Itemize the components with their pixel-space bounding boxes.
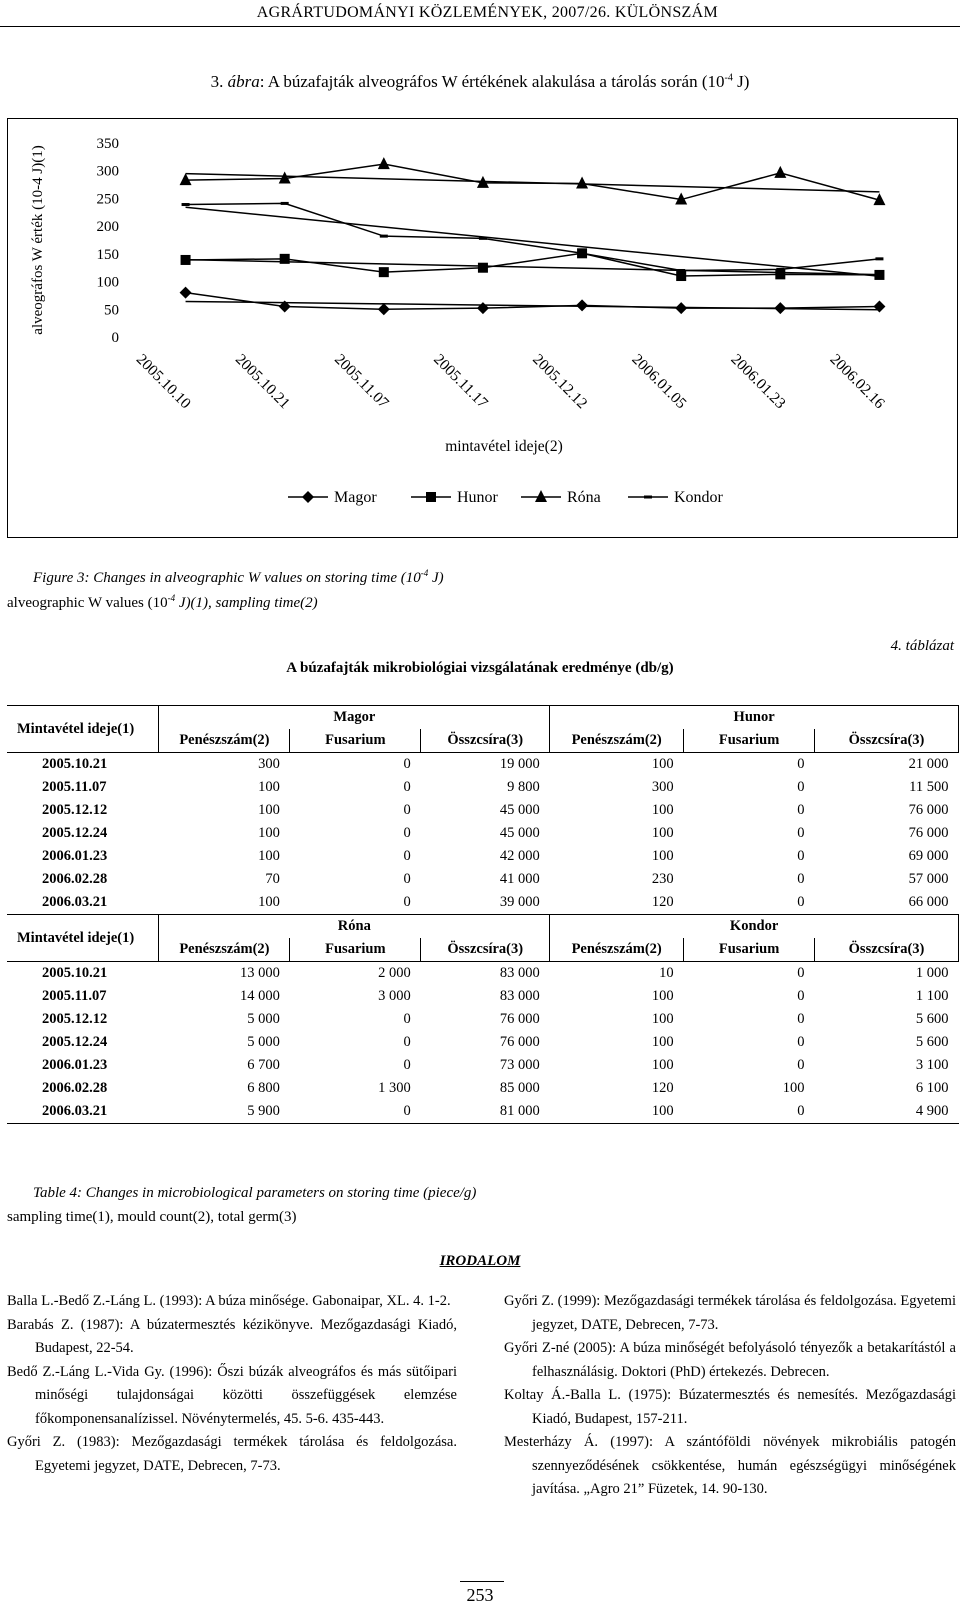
- table-cell: 5 000: [247, 1034, 280, 1050]
- table-cell: 100: [651, 988, 674, 1004]
- data-point-kondor: [677, 269, 685, 272]
- table-cell: 5 000: [247, 1011, 280, 1027]
- references-left-column: [7, 1290, 457, 1478]
- figure-caption-line2a: alveographic W values (10: [7, 595, 168, 611]
- table-cell: 83 000: [499, 988, 540, 1004]
- table-row: [7, 845, 959, 868]
- data-point-rna: [576, 176, 588, 188]
- table-title: A búzafajták mikrobiológiai vizsgálatának eredménye (db/g): [286, 660, 674, 676]
- table-row: [7, 1077, 959, 1100]
- table-caption-line2: sampling time(1), mould count(2), total germ(3): [7, 1209, 297, 1225]
- table-cell: 230: [651, 871, 674, 887]
- data-point-magor: [180, 287, 192, 299]
- table-cell: 0: [403, 825, 411, 841]
- figure-caption-line1: Figure 3: Changes in alveographic W values on storing time (10: [33, 570, 421, 586]
- table-row: [7, 985, 959, 1008]
- legend-label-kondor: Kondor: [674, 489, 723, 506]
- table-cell: 0: [797, 848, 805, 864]
- legend-marker-rna: [535, 490, 547, 502]
- y-tick-label: 150: [96, 246, 119, 263]
- table-cell: 45 000: [499, 825, 540, 841]
- x-tick-label: 2005.10.10: [132, 350, 195, 413]
- line-chart: [8, 119, 957, 537]
- table-cell: 120: [550, 891, 684, 915]
- col-header: Összcsíra(3): [421, 938, 550, 962]
- table-group-header: [7, 915, 959, 939]
- x-tick-label: 2005.12.12: [529, 350, 591, 413]
- table-row: [7, 1031, 959, 1054]
- table-cell-date: 2006.03.21: [7, 891, 159, 915]
- table-row: [7, 776, 959, 799]
- microbiology-table: [7, 705, 959, 1124]
- trendline-kondor: [186, 207, 880, 276]
- table-cell: 0: [797, 988, 805, 1004]
- table-cell: 100: [651, 848, 674, 864]
- figure-caption-translation: [7, 593, 318, 612]
- reference-entry: Bedő Z.-Láng L.-Vida Gy. (1996): Őszi búzák alveográfos és más sütőipari minőségi tulajdonságai közötti összefüggések elemzése főkomponensanalízissel. Növénytermelés, 45. 5-6. 435-443.: [7, 1363, 457, 1427]
- col-header: Fusarium: [290, 938, 421, 962]
- variety-header-rona: Róna: [159, 915, 550, 939]
- table-cell: 81 000: [421, 1100, 550, 1124]
- table-cell: 100: [258, 779, 280, 795]
- table-cell: 21 000: [908, 756, 949, 772]
- col-header: Penészszám(2): [159, 729, 290, 753]
- reference-entry: Győri Z-né (2005): A búza minőségét befolyásoló tényezők a betakarítástól a felhasználásig. Doktori (PhD) értekezés. Debrecen.: [504, 1340, 956, 1380]
- table-cell: 41 000: [499, 871, 540, 887]
- table-cell-date: 2005.12.24: [42, 1034, 108, 1050]
- data-point-hunor: [676, 271, 686, 281]
- table-row: [7, 1100, 959, 1124]
- reference-entry: Győri Z. (1983): Mezőgazdasági termékek tárolása és feldolgozása. Egyetemi jegyzet, DATE, Debrecen, 7-73.: [7, 1434, 457, 1474]
- table-cell: 57 000: [908, 871, 949, 887]
- x-tick-label: 2005.11.17: [430, 350, 492, 412]
- data-point-kondor: [578, 252, 586, 255]
- table-cell: 4 900: [815, 1100, 959, 1124]
- table-cell-date: 2005.11.07: [42, 779, 107, 795]
- col-header: Fusarium: [290, 729, 421, 753]
- data-point-magor: [873, 301, 885, 313]
- data-point-kondor: [281, 202, 289, 205]
- x-tick-label: 2005.10.21: [231, 350, 294, 413]
- col-header: Összcsíra(3): [815, 729, 959, 753]
- table-cell: 0: [290, 891, 421, 915]
- legend-label-magor: Magor: [334, 489, 377, 506]
- figure-caption-line2b: J)(1), sampling time(2): [175, 595, 318, 611]
- data-point-magor: [774, 302, 786, 314]
- table-cell-date: 2006.02.28: [42, 1080, 108, 1096]
- table-cell: 100: [651, 1057, 674, 1073]
- table-cell: 13 000: [240, 965, 280, 981]
- table-cell: 0: [684, 891, 815, 915]
- reference-entry: Barabás Z. (1987): A búzatermesztés kézikönyve. Mezőgazdasági Kiadó, Budapest, 22-54.: [7, 1316, 457, 1356]
- page-number: 253: [0, 1585, 960, 1606]
- references-right-column: [504, 1290, 956, 1502]
- table-cell: 83 000: [499, 965, 540, 981]
- figure-caption-en: [33, 568, 444, 587]
- table-cell: 5 600: [915, 1011, 949, 1027]
- table-cell: 0: [403, 756, 411, 772]
- col-header: Összcsíra(3): [815, 938, 959, 962]
- y-tick-label: 200: [96, 219, 119, 236]
- figure-title-italic: ábra: [227, 72, 260, 91]
- col-header: Penészszám(2): [550, 729, 684, 753]
- table-cell: 0: [403, 779, 411, 795]
- table-cell: 1 000: [915, 965, 949, 981]
- table-cell: 6 700: [247, 1057, 280, 1073]
- table-cell: 70: [265, 871, 280, 887]
- figure-title-end: J): [732, 72, 750, 91]
- legend-marker-kondor: [644, 496, 652, 499]
- table-cell: 1 300: [378, 1080, 411, 1096]
- col-header: Penészszám(2): [159, 938, 290, 962]
- header-rule: [0, 26, 960, 27]
- legend-marker-hunor: [426, 492, 436, 502]
- y-tick-label: 50: [104, 302, 119, 319]
- table-cell-date: 2005.12.24: [42, 825, 108, 841]
- table-cell: 0: [403, 848, 411, 864]
- table-cell: 300: [651, 779, 674, 795]
- table-cell-date: 2005.10.21: [42, 756, 108, 772]
- figure-caption-exp: -4: [420, 568, 429, 578]
- table-row: [7, 891, 959, 915]
- table-cell-date: 2005.12.12: [42, 1011, 108, 1027]
- table-cell: 45 000: [499, 802, 540, 818]
- table-cell-date: 2005.10.21: [42, 965, 108, 981]
- table-cell: 73 000: [499, 1057, 540, 1073]
- table-body-group1: [7, 706, 959, 915]
- x-axis-label: mintavétel ideje(2): [445, 438, 563, 455]
- table-cell: 3 000: [378, 988, 411, 1004]
- variety-header-hunor: Hunor: [550, 706, 959, 730]
- data-point-hunor: [874, 270, 884, 280]
- table-cell: 76 000: [908, 802, 949, 818]
- table-cell: 42 000: [499, 848, 540, 864]
- col-header: Összcsíra(3): [421, 729, 550, 753]
- data-point-rna: [774, 166, 786, 178]
- figure-title: [0, 72, 960, 92]
- table-cell: 0: [797, 825, 805, 841]
- table-cell: 19 000: [499, 756, 540, 772]
- figure-title-exp: -4: [724, 72, 733, 84]
- variety-header-magor: Magor: [159, 706, 550, 730]
- table-cell: 0: [684, 1100, 815, 1124]
- data-point-kondor: [776, 268, 784, 271]
- y-axis-label: alveográfos W érték (10-4 J)(1): [30, 145, 46, 335]
- table-cell: 100: [258, 825, 280, 841]
- x-tick-label: 2006.02.16: [826, 350, 888, 413]
- table-cell: 0: [797, 779, 805, 795]
- table-cell-date: 2006.01.23: [42, 1057, 108, 1073]
- header-text: AGRÁRTUDOMÁNYI KÖZLEMÉNYEK, 2007/26. KÜLÖNSZÁM: [256, 4, 718, 21]
- table-cell: 100: [550, 1100, 684, 1124]
- y-tick-label: 0: [111, 330, 119, 346]
- reference-entry: Mesterházy Á. (1997): A szántóföldi növények mikrobiális patogén szennyeződésének csökkentése, humán egészségügyi minőségének javítása. „Agro 21” Füzetek, 14. 90-130.: [504, 1434, 956, 1497]
- table-cell: 0: [403, 802, 411, 818]
- y-tick-label: 100: [96, 274, 119, 291]
- y-tick-label: 350: [96, 136, 119, 152]
- chart-frame: [7, 118, 958, 538]
- table-row: [7, 799, 959, 822]
- table-group-header: [7, 706, 959, 730]
- table-cell: 39 000: [421, 891, 550, 915]
- table-cell-date: 2005.11.07: [42, 988, 107, 1004]
- data-point-kondor: [182, 203, 190, 206]
- table-cell: 85 000: [499, 1080, 540, 1096]
- table-cell: 76 000: [499, 1011, 540, 1027]
- table-cell-date: 2005.12.12: [42, 802, 108, 818]
- variety-header-kondor: Kondor: [550, 915, 959, 939]
- table-cell: 100: [651, 756, 674, 772]
- table-cell: 5 600: [915, 1034, 949, 1050]
- table-cell: 100: [159, 891, 290, 915]
- data-point-hunor: [280, 254, 290, 264]
- table-cell: 14 000: [240, 988, 280, 1004]
- table-body-group2: [7, 915, 959, 1124]
- references-title: IRODALOM: [439, 1253, 521, 1269]
- data-point-hunor: [181, 255, 191, 265]
- data-point-magor: [576, 299, 588, 311]
- table-cell: 300: [258, 756, 280, 772]
- table-cell: 100: [651, 1034, 674, 1050]
- figure-title-prefix: 3.: [210, 72, 228, 91]
- table-cell: 0: [403, 1034, 411, 1050]
- table-cell: 0: [797, 965, 805, 981]
- table-cell: 100: [651, 1011, 674, 1027]
- table-cell: 76 000: [499, 1034, 540, 1050]
- table-cell: 100: [258, 848, 280, 864]
- running-header: [0, 4, 960, 22]
- table-cell-date: 2006.03.21: [7, 1100, 159, 1124]
- table-cell: 11 500: [909, 779, 949, 795]
- table-cell: 0: [290, 1100, 421, 1124]
- table-cell: 2 000: [378, 965, 411, 981]
- data-point-magor: [675, 302, 687, 314]
- col-header: Fusarium: [684, 938, 815, 962]
- table-row: [7, 1054, 959, 1077]
- table-row: [7, 822, 959, 845]
- table-cell: 0: [403, 1011, 411, 1027]
- table-row: [7, 1008, 959, 1031]
- table-cell: 0: [797, 1034, 805, 1050]
- data-point-hunor: [478, 263, 488, 273]
- table-cell: 3 100: [915, 1057, 949, 1073]
- legend-marker-magor: [302, 491, 314, 503]
- col-header: Penészszám(2): [550, 938, 684, 962]
- reference-entry: Balla L.-Bedő Z.-Láng L. (1993): A búza minősége. Gabonaipar, XL. 4. 1-2.: [7, 1293, 451, 1309]
- table-cell: 0: [403, 1057, 411, 1073]
- table-caption-en: [33, 1185, 476, 1202]
- table-cell-date: 2006.01.23: [42, 848, 108, 864]
- data-point-kondor: [479, 237, 487, 240]
- col-header: Fusarium: [684, 729, 815, 753]
- table-row: [7, 868, 959, 891]
- table-cell: 100: [258, 802, 280, 818]
- data-point-kondor: [875, 257, 883, 260]
- table-cell: 9 800: [507, 779, 540, 795]
- table-cell: 0: [797, 871, 805, 887]
- y-tick-label: 300: [96, 163, 119, 180]
- table-caption-translation: [7, 1209, 297, 1226]
- sampling-time-header: Mintavétel ideje(1): [7, 915, 159, 962]
- sampling-time-header: Mintavétel ideje(1): [7, 706, 159, 753]
- legend-label-rna: Róna: [567, 489, 601, 506]
- data-point-magor: [378, 303, 390, 315]
- table-cell-date: 2006.02.28: [42, 871, 108, 887]
- x-tick-label: 2005.11.07: [330, 350, 392, 412]
- table-cell: 6 100: [915, 1080, 949, 1096]
- legend-label-hunor: Hunor: [457, 489, 498, 506]
- table-row: [7, 753, 959, 777]
- table-cell: 1 100: [915, 988, 949, 1004]
- reference-entry: Koltay Á.-Balla L. (1975): Búzatermesztés és nemesítés. Mezőgazdasági Kiadó, Budapest, 157-211.: [504, 1387, 956, 1427]
- figure-caption-end: J): [428, 570, 444, 586]
- table-cell: 6 800: [247, 1080, 280, 1096]
- table-cell: 0: [797, 1011, 805, 1027]
- table-cell: 100: [782, 1080, 805, 1096]
- table-cell: 5 900: [159, 1100, 290, 1124]
- table-cell: 0: [403, 871, 411, 887]
- x-tick-label: 2006.01.23: [727, 350, 789, 413]
- figure-caption-line2-exp: -4: [167, 593, 176, 603]
- table-caption-line1: Table 4: Changes in microbiological parameters on storing time (piece/g): [33, 1185, 477, 1201]
- reference-entry: Győri Z. (1999): Mezőgazdasági termékek tárolása és feldolgozása. Egyetemi jegyzet, DATE, Debrecen, 7-73.: [504, 1293, 956, 1333]
- data-point-magor: [477, 302, 489, 314]
- table-cell: 66 000: [815, 891, 959, 915]
- table-number: 4. táblázat: [890, 638, 954, 654]
- table-cell: 76 000: [908, 825, 949, 841]
- data-point-hunor: [379, 267, 389, 277]
- data-point-rna: [180, 173, 192, 185]
- table-cell: 69 000: [908, 848, 949, 864]
- table-cell: 100: [651, 825, 674, 841]
- table-cell: 10: [659, 965, 674, 981]
- table-cell: 0: [797, 756, 805, 772]
- data-point-kondor: [380, 235, 388, 238]
- table-cell: 100: [651, 802, 674, 818]
- y-tick-label: 250: [96, 191, 119, 208]
- table-row: [7, 962, 959, 986]
- table-cell: 0: [797, 802, 805, 818]
- figure-title-rest: : A búzafajták alveográfos W értékének alakulása a tárolás során (10: [259, 72, 725, 91]
- table-cell: 0: [797, 1057, 805, 1073]
- data-point-rna: [378, 157, 390, 169]
- x-tick-label: 2006.01.05: [628, 350, 690, 413]
- table-cell: 120: [651, 1080, 674, 1096]
